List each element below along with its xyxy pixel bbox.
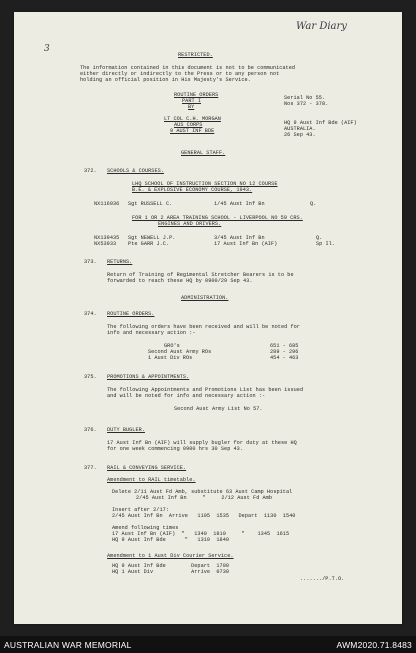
order-value-3: 454 - 463: [270, 355, 299, 361]
row-2-mark: Q.: [316, 235, 323, 241]
item-373-text-1: Return of Training of Regimental Stretcher Bearers is to be: [107, 272, 294, 278]
archive-footer: [0, 636, 416, 653]
item-372-course-1b: B.E. & EXPLOSIVE ECONOMY COURSE, 1943.: [132, 187, 253, 193]
row-1-name: Sgt RUSSELL C.: [128, 201, 173, 207]
order-numbers: Nos 372 - 378.: [284, 101, 329, 107]
document-page: [14, 12, 402, 624]
commander-corps: AUS CORPS: [174, 122, 203, 128]
row-3-mark: Sp Il.: [316, 241, 335, 247]
item-377-number: 377.: [84, 465, 97, 471]
notice-line-1: The information contained in this document is not to be communicated: [80, 65, 296, 71]
item-377-title: RAIL & CONVEYING SERVICE.: [107, 465, 187, 471]
item-374-title: ROUTINE ORDERS.: [107, 311, 155, 317]
restricted-heading: RESTRICTED.: [178, 52, 213, 58]
handwritten-mark: 3: [44, 44, 50, 54]
item-372-course-1: LHQ SCHOOL OF INSTRUCTION SECTION NO 12 COURSE: [132, 181, 278, 187]
orders-by: BY: [188, 104, 195, 110]
notice-line-2: either directly or indirectly to the Press or to any person not: [80, 71, 280, 77]
item-374-text-2: info and necessary action :-: [107, 330, 196, 336]
order-value-1: 651 - 685: [270, 343, 299, 349]
item-375-text-2: and will be noted for info and necessary action :-: [107, 393, 266, 399]
footer-institution: AUSTRALIAN WAR MEMORIAL: [4, 640, 132, 650]
commander-name: LT COL C.H. MORGAN: [164, 116, 221, 122]
item-377-amend-3: HQ 9 Aust Inf Bde " 1310 1840: [112, 537, 230, 543]
serial-number: Serial No 55.: [284, 95, 326, 101]
item-376-text-1: 17 Aust Inf Bn (AIF) will supply bugler for duty at these HQ: [107, 440, 297, 446]
row-1-mark: Q.: [310, 201, 317, 207]
administration-heading: ADMINISTRATION.: [181, 295, 229, 301]
item-373-title: RETURNS.: [107, 259, 133, 265]
item-377-insert-2: 2/45 Aust Inf Bn Arrive 1105 1535 Depart 1130 1540: [112, 513, 296, 519]
item-376-title: DUTY BUGLER.: [107, 427, 145, 433]
item-377-courier-1: HQ 9 Aust Inf Bde Depart 1700: [112, 563, 230, 569]
order-value-2: 289 - 296: [270, 349, 299, 355]
order-label-3: 1 Aust Div ROs: [148, 355, 193, 361]
handwritten-note: War Diary: [296, 21, 347, 32]
item-376-text-2: for one week commencing 0900 hrs 30 Sep 43.: [107, 446, 244, 452]
orders-part: PART I: [182, 98, 201, 104]
row-1-unit: 1/45 Aust Inf Bn: [214, 201, 265, 207]
item-374-text-1: The following orders have been received and will be noted for: [107, 324, 300, 330]
row-2-number: NX139435: [94, 235, 120, 241]
row-3-unit: 17 Aust Inf Bn (AIF): [214, 241, 278, 247]
hq-date: 26 Sep 43.: [284, 132, 316, 138]
row-2-name: Sgt NEWELL J.P.: [128, 235, 176, 241]
item-377-delete-1: Delete 2/11 Aust Fd Amb, substitute 63 Aust Camp Hospital: [112, 489, 293, 495]
item-375-text-1: The following Appointments and Promotions List has been issued: [107, 387, 304, 393]
order-label-1: GRO's: [164, 343, 180, 349]
order-label-2: Second Aust Army ROs: [148, 349, 212, 355]
item-374-number: 374.: [84, 311, 97, 317]
item-372-number: 372.: [84, 168, 97, 174]
general-staff-heading: GENERAL STAFF.: [181, 150, 226, 156]
orders-title: ROUTINE ORDERS: [174, 92, 219, 98]
notice-line-3: holding an official position in His Majesty's Service.: [80, 77, 251, 83]
hq-name: HQ 9 Aust Inf Bde (AIF): [284, 120, 357, 126]
item-375-title: PROMOTIONS & APPOINTMENTS.: [107, 374, 190, 380]
footer-accession-number: AWM2020.71.8483: [336, 640, 412, 650]
row-3-number: NX53933: [94, 241, 117, 247]
row-2-unit: 3/45 Aust Inf Bn: [214, 235, 265, 241]
item-372-course-2b: ENGINES AND DRIVERS.: [158, 221, 222, 227]
item-373-text-2: forwarded to reach these HQ by 0900/29 Sep 43.: [107, 278, 253, 284]
item-372-course-2: FOR 1 OR 2 AREA TRAINING SCHOOL - LIVERPOOL NO 59 CRS.: [132, 215, 303, 221]
pto-marker: ......./P.T.O.: [300, 576, 345, 582]
item-375-number: 375.: [84, 374, 97, 380]
item-376-number: 376.: [84, 427, 97, 433]
item-377-subheading: Amendment to RAIL timetable.: [107, 477, 196, 483]
item-372-title: SCHOOLS & COURSES.: [107, 168, 164, 174]
commander-brigade: 9 AUST INF BDE: [170, 128, 215, 134]
item-377-courier-2: HQ 1 Aust Div Arrive 0730: [112, 569, 230, 575]
row-1-number: NX116936: [94, 201, 120, 207]
item-377-amend-1: Amend following times: [112, 525, 179, 531]
item-377-subheading-2: Amendment to 1 Aust Div Courier Service.: [107, 553, 234, 559]
hq-country: AUSTRALIA.: [284, 126, 316, 132]
item-377-insert-1: Insert after 2/17:: [112, 507, 169, 513]
item-375-list: Second Aust Army List No 57.: [174, 406, 263, 412]
item-373-number: 373.: [84, 259, 97, 265]
item-377-amend-2: 17 Aust Inf Bn (AIF) " 1340 1810 " 1345 1615: [112, 531, 290, 537]
item-377-delete-2: 2/45 Aust Inf Bn " 2/12 Aust Fd Amb: [136, 495, 273, 501]
row-3-name: Pte GARR J.C.: [128, 241, 170, 247]
